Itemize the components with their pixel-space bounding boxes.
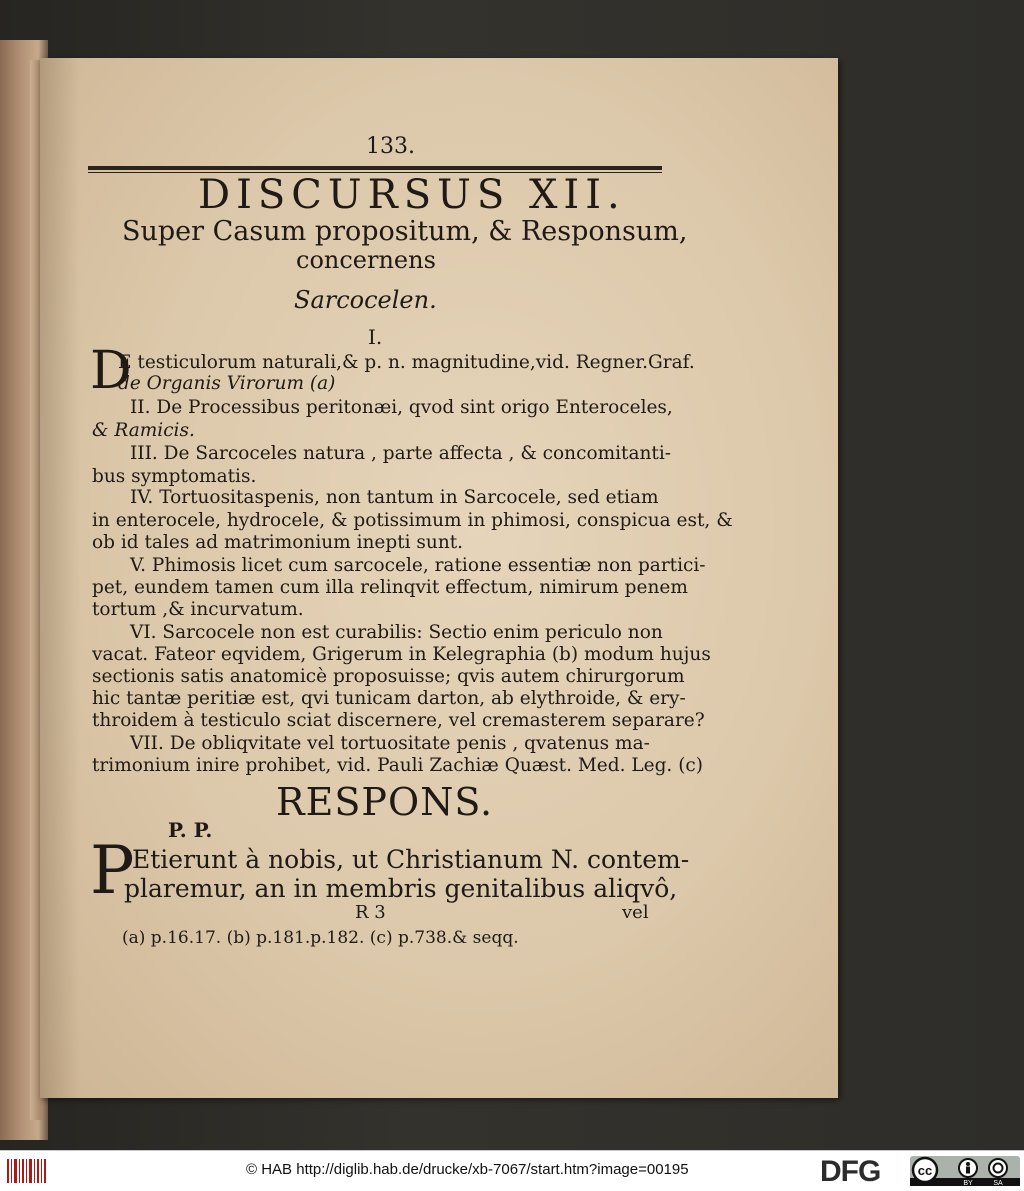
- pp-abbreviation: P. P.: [168, 818, 213, 842]
- item-3-line-2: bus symptomatis.: [92, 466, 257, 487]
- viewer-footer: [0, 1150, 1024, 1191]
- topic-heading: Sarcocelen.: [294, 286, 437, 314]
- item-4-line-2: in enterocele, hydrocele, & potissimum in phimosi, conspicua est, &: [92, 510, 733, 531]
- item-6-line-1: VI. Sarcocele non est curabilis: Sectio enim periculo non: [130, 622, 663, 643]
- page-gutter-shadow: [40, 58, 80, 1098]
- header-rule: [88, 166, 662, 170]
- item-6-line-2: vacat. Fateor eqvidem, Grigerum in Kelegraphia (b) modum hujus: [92, 644, 711, 665]
- item-7-line-2: trimonium inire prohibet, vid. Pauli Zachiæ Quæst. Med. Leg. (c): [92, 755, 703, 776]
- cc-by-sa-icon[interactable]: [910, 1156, 1020, 1186]
- discourse-subtitle: Super Casum propositum, & Responsum,: [122, 216, 688, 247]
- item-3-line-1: III. De Sarcoceles natura , parte affecta , & concomitanti-: [130, 443, 672, 464]
- item-5-line-1: V. Phimosis licet cum sarcocele, ratione essentiæ non partici-: [130, 555, 706, 576]
- item-6-line-3: sectionis satis anatomicè proposuisse; qvis autem chirurgorum: [92, 666, 685, 687]
- section-number: I.: [368, 325, 383, 349]
- drop-cap-p: P: [90, 832, 135, 909]
- item-4-line-1: IV. Tortuositaspenis, non tantum in Sarcocele, sed etiam: [130, 487, 659, 508]
- item-7-line-1: VII. De obliqvitate vel tortuositate penis , qvatenus ma-: [130, 733, 650, 754]
- dfg-logo: DFG: [820, 1155, 881, 1188]
- footnotes: (a) p.16.17. (b) p.181.p.182. (c) p.738.& seqq.: [122, 928, 519, 948]
- item-5-line-2: pet, eundem tamen cum illa relinqvit effectum, nimirum penem: [92, 577, 688, 598]
- discourse-title: DISCURSUS XII.: [198, 172, 626, 218]
- item-1-line-2: de Organis Virorum (a): [118, 373, 336, 394]
- item-2-line-1: II. De Processibus peritonæi, qvod sint origo Enteroceles,: [130, 397, 673, 418]
- item-6-line-4: hic tantæ peritiæ est, qvi tunicam darton, ab elythroide, & ery-: [92, 688, 686, 709]
- item-5-line-3: tortum ,& incurvatum.: [92, 599, 304, 620]
- response-line-2: plaremur, an in membris genitalibus aliqvô,: [124, 874, 678, 903]
- item-1-line-1: E testiculorum naturali,& p. n. magnitudine,vid. Regner.Graf.: [118, 352, 695, 373]
- license-sa-label: SA: [993, 1180, 1003, 1186]
- responses-heading: RESPONS.: [276, 780, 494, 824]
- catchword: vel: [622, 902, 649, 923]
- item-6-line-5: throidem à testiculo sciat discernere, vel cremasterem separare?: [92, 710, 705, 731]
- svg-text:cc: cc: [917, 1163, 933, 1178]
- response-line-1: Etierunt à nobis, ut Christianum N. contem-: [132, 845, 690, 874]
- license-by-label: BY: [963, 1180, 973, 1186]
- barcode-icon: [6, 1159, 46, 1183]
- signature-mark: R 3: [355, 902, 386, 923]
- item-4-line-3: ob id tales ad matrimonium inepti sunt.: [92, 532, 464, 553]
- page-number: 133.: [366, 134, 415, 159]
- source-credit-link[interactable]: © HAB http://diglib.hab.de/drucke/xb-7067/start.htm?image=00195: [246, 1161, 689, 1178]
- drop-cap-d: D: [90, 341, 132, 401]
- item-2-line-2: & Ramicis.: [92, 420, 195, 441]
- discourse-subtitle-2: concernens: [296, 246, 436, 274]
